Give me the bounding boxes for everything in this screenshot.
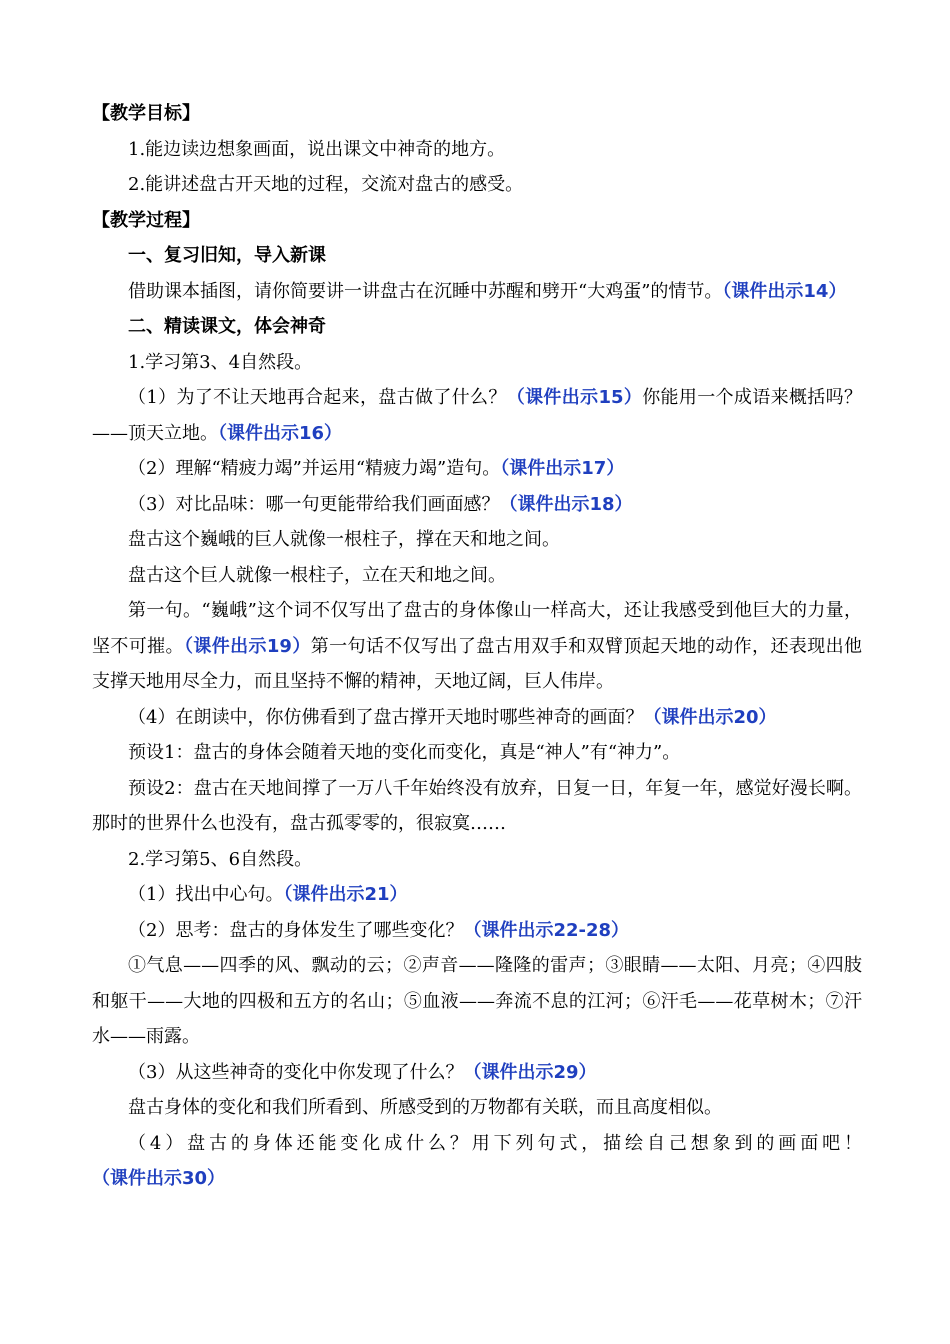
courseware-link[interactable]: （课件出示17）	[500, 458, 625, 479]
courseware-link[interactable]: （课件出示19）	[183, 635, 311, 657]
goal-2: 2.能讲述盘古开天地的过程，交流对盘古的感受。	[128, 174, 524, 195]
courseware-link[interactable]: （课件出示18）	[499, 493, 633, 515]
courseware-link[interactable]: （课件出示16）	[218, 422, 343, 444]
paragraph: 第一句。“巍峨”这个词不仅写出了盘古的身体像山一样高大，还让我感受到他巨大的力量，坚不可摧。（课件出示19）第一句话不仅写出了盘古用双手和双臂顶起天地的动作，还表现出他支撑天地用尽全力，而且坚持不懈的精神，天地辽阔，巨人伟岸。	[92, 600, 863, 692]
courseware-link[interactable]: （课件出示30）	[92, 1168, 226, 1189]
quote-sentence: 盘古这个巍峨的巨人就像一根柱子，撑在天和地之间。	[128, 529, 560, 550]
paragraph: （1）找出中心句。（课件出示21）	[128, 884, 408, 905]
courseware-link[interactable]: （课件出示29）	[463, 1061, 597, 1083]
courseware-link[interactable]: （课件出示15）	[506, 387, 643, 408]
paragraph: （1）为了不让天地再合起来，盘古做了什么？（课件出示15）你能用一个成语来概括吗？——顶天立地。（课件出示16）	[92, 387, 862, 444]
courseware-link[interactable]: （课件出示22-28）	[463, 919, 630, 941]
paragraph: （2）理解“精疲力竭”并运用“精疲力竭”造句。（课件出示17）	[128, 458, 625, 479]
paragraph: ①气息——四季的风、飘动的云；②声音——隆隆的雷声；③眼睛——太阳、月亮；④四肢和躯干——大地的四极和五方的名山；⑤血液——奔流不息的江河；⑥汗毛——花草树木；⑦汗水——雨露。	[92, 955, 862, 1047]
paragraph: （3）对比品味：哪一句更能带给我们画面感？（课件出示18）	[128, 493, 633, 515]
courseware-link[interactable]: （课件出示21）	[283, 884, 408, 905]
paragraph: 2.学习第5、6自然段。	[128, 848, 313, 870]
heading-process: 【教学过程】	[92, 209, 200, 231]
paragraph: （2）思考：盘古的身体发生了哪些变化？（课件出示22-28）	[128, 919, 630, 941]
courseware-link[interactable]: （课件出示20）	[643, 706, 777, 728]
subheading-review: 一、复习旧知，导入新课	[128, 245, 326, 266]
paragraph: 1.学习第3、4自然段。	[128, 351, 313, 373]
quote-sentence: 盘古这个巨人就像一根柱子，立在天和地之间。	[128, 564, 506, 586]
paragraph: 预设1：盘古的身体会随着天地的变化而变化，真是“神人”有“神力”。	[128, 742, 681, 763]
subheading-reading: 二、精读课文，体会神奇	[128, 316, 326, 337]
paragraph: （4）在朗读中，你仿佛看到了盘古撑开天地时哪些神奇的画面？（课件出示20）	[128, 706, 777, 728]
heading-goals: 【教学目标】	[92, 103, 200, 124]
paragraph: （3）从这些神奇的变化中你发现了什么？（课件出示29）	[128, 1061, 597, 1083]
document-page	[92, 96, 862, 1197]
paragraph: 预设2：盘古在天地间撑了一万八千年始终没有放弃，日复一日，年复一年，感觉好漫长啊。那时的世界什么也没有，盘古孤零零的，很寂寞……	[92, 777, 862, 834]
goal-1: 1.能边读边想象画面，说出课文中神奇的地方。	[128, 138, 506, 160]
paragraph: 借助课本插图，请你简要讲一讲盘古在沉睡中苏醒和劈开“大鸡蛋”的情节。（课件出示14）	[128, 280, 847, 302]
courseware-link[interactable]: （课件出示14）	[722, 280, 847, 302]
paragraph: 盘古身体的变化和我们所看到、所感受到的万物都有关联，而且高度相似。	[128, 1097, 722, 1118]
paragraph: （4）盘古的身体还能变化成什么？用下列句式，描绘自己想象到的画面吧！（课件出示30）	[92, 1132, 862, 1189]
